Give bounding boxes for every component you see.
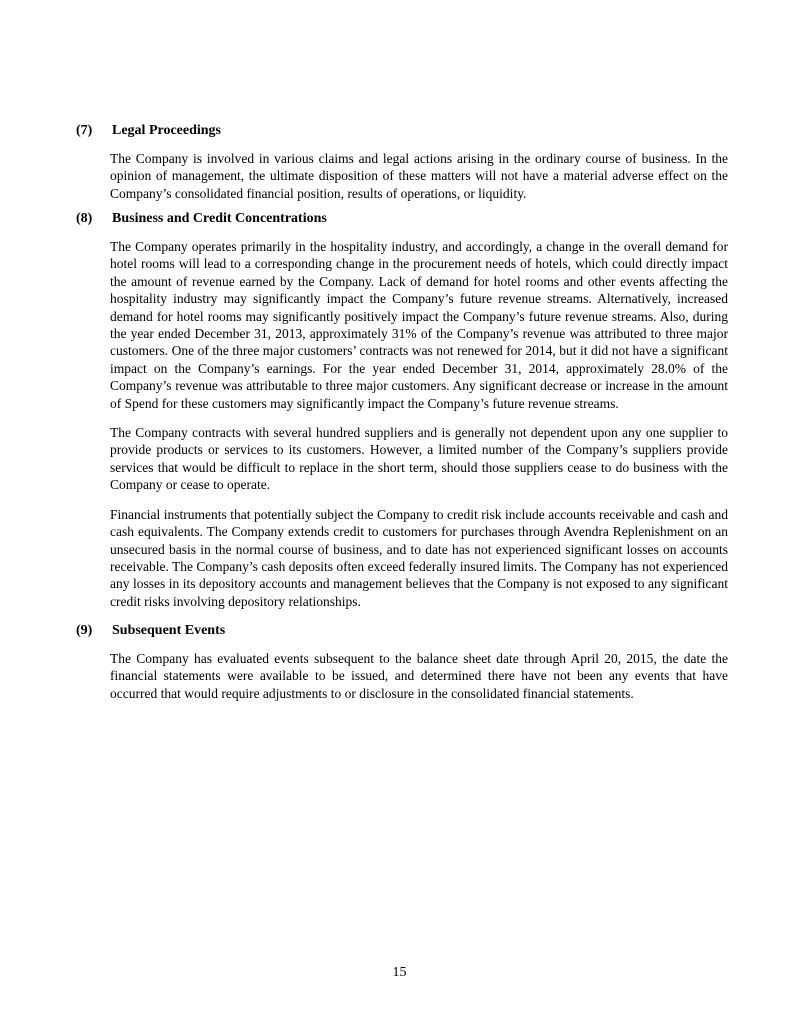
section-heading <box>0 622 799 642</box>
section-number: (7) <box>76 123 93 138</box>
paragraph: The Company has evaluated events subsequent to the balance sheet date through April 20, 2015, the date the financial statements were available to be issued, and determined there have not been any events that have occurred that would require adjustments to or disclosure in the consolidated financial statements. <box>110 651 728 701</box>
section-heading <box>0 210 799 230</box>
section-number: (8) <box>76 211 93 226</box>
paragraph: The Company operates primarily in the hospitality industry, and accordingly, a change in the overall demand for hotel rooms will lead to a corresponding change in the procurement needs of hotels, which could directly impact the amount of revenue earned by the Company. Lack of demand for hotel rooms and other events affecting the hospitality industry may significantly impact the Company’s future revenue streams. Alternatively, increased demand for hotel rooms may significantly positively impact the Company’s future revenue streams. Also, during the year ended December 31, 2013, approximately 31% of the Company’s revenue was attributed to three major customers. One of the three major customers’ contracts was not renewed for 2014, but it did not have a significant impact on the Company’s earnings. For the year ended December 31, 2014, approximately 28.0% of the Company’s revenue was attributable to three major customers. Any significant decrease or increase in the amount of Spend for these customers may significantly impact the Company’s future revenue streams. <box>110 239 728 411</box>
section-title: Subsequent Events <box>112 623 226 638</box>
paragraph: The Company is involved in various claims and legal actions arising in the ordinary course of business. In the opinion of management, the ultimate disposition of these matters will not have a material adverse effect on the Company’s consolidated financial position, results of operations, or liquidity. <box>110 151 728 201</box>
page-number: 15 <box>392 965 407 980</box>
paragraph: Financial instruments that potentially subject the Company to credit risk include accounts receivable and cash and cash equivalents. The Company extends credit to customers for purchases through Avendra Replenishment on an unsecured basis in the normal course of business, and to date has not experienced significant losses on accounts receivable. The Company’s cash deposits often exceed federally insured limits. The Company has not experienced any losses in its depository accounts and management believes that the Company is not exposed to any significant credit risks involving depository relationships. <box>110 506 728 609</box>
section-subsequent-events <box>0 622 799 702</box>
section-title: Legal Proceedings <box>112 123 222 138</box>
section-title: Business and Credit Concentrations <box>112 211 327 226</box>
section-legal-proceedings <box>0 122 799 202</box>
section-business-credit-concentrations <box>0 210 799 610</box>
paragraph: The Company contracts with several hundred suppliers and is generally not dependent upon any one supplier to provide products or services to its customers. However, a limited number of the Company’s suppliers provide services that would be difficult to replace in the short term, should those suppliers cease to do business with the Company or cease to operate. <box>110 425 728 493</box>
section-heading <box>0 122 799 142</box>
section-number: (9) <box>76 623 93 638</box>
